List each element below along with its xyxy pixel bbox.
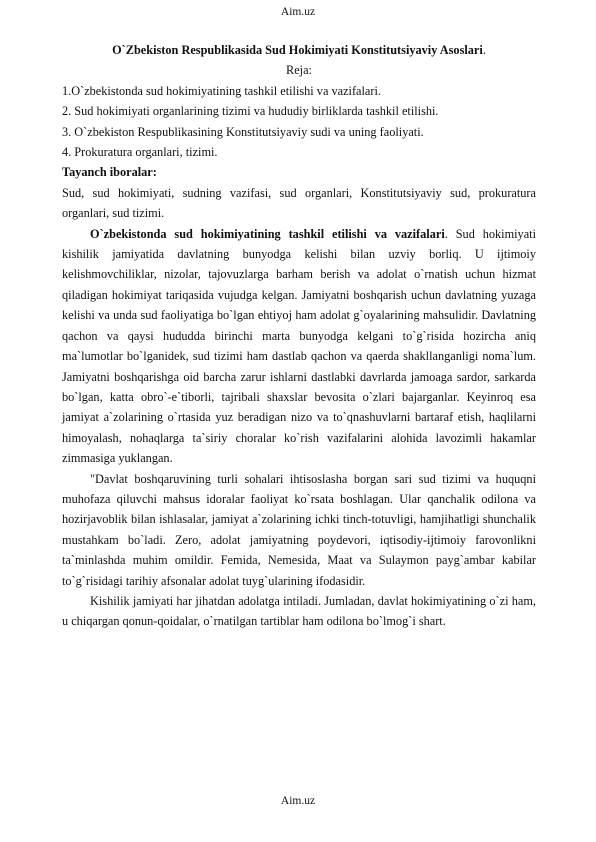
paragraph-2: "Davlat boshqaruvining turli sohalari ihtisoslasha borgan sari sud tizimi va huquqni muhofaza qiluvchi mahsus idoralar faoliyat ko`rsata boshlagan. Ular qanchalik odilona va hozirjavoblik bilan ishlasalar, jamiyat a`zolarining ichki tinch-totuvligi, hamjihatligi shunchalik mustahkam bo`ladi. Zero, adolat jamiyatning poydevori, iqtisodiy-ijtimoiy farovonlikni ta`minlashda muhim omildir. Femida, Nemesida, Maat va Sulaymon payg`ambar kabilar to`g`risidagi tarihiy afsonalar adolat tuyg`ularining ifodasidir. [62,471,536,588]
title-period: . [482,43,486,57]
section1-text: . Sud hokimiyati kishilik jamiyatida davlatning bunyodga kelishi bilan uzviy borliq. U ijtimoiy kelishmovchiliklar, nizolar, tajovuzlarga barham berish va adolat o`rnatish uchun hizmat qiladigan hokimiyat tariqasida vujudga kelgan. Jamiyatni boshqarish uchun davlatning yuzaga kelishi va unda sud faoliyatiga bo`lgan ehtiyoj ham adolat g`oyalarining mahsulidir. Davlatning qachon va qaysi hududda birinchi marta bunyodga kelgani to`g`risida hozircha aniq ma`lumotlar bo`lganidek, sud tizimi ham dastlab qachon va qaerda shakllanganligi noma`lum. Jamiyatni boshqarishga oid barcha zarur ishlarni dastlabki davrlarda jamoaga sardor, sarkarda bo`lgan, katta obro`-e`tiborli, tajribali shaxslar bevosita o`zlari bajarganlar. Keyinroq esa jamiyat a`zolarining o`rtasida yuz beradigan nizo va to`qnashuvlarni bartaraf etish, haqlilarni himoyalash, nohaqlarga ta`siriy choralar ko`rish vazifalarini alohida lavozimli hakamlar zimmasiga yuklangan. [62,226,536,466]
keywords-text: Sud, sud hokimiyati, sudning vazifasi, sud organlari, Konstitutsiyaviy sud, prokuratura organlari, sud tizimi. [62,185,536,221]
page-footer: Aim.uz [280,795,316,807]
plan-heading: Reja: [286,63,312,78]
plan-item: 2. Sud hokimiyati organlarining tizimi va hududiy birliklarda tashkil etilishi. [62,104,439,119]
document-body [62,40,536,632]
plan-item: 3. O`zbekiston Respublikasining Konstitutsiyaviy sudi va uning faoliyati. [62,124,424,139]
plan-item: 1.O`zbekistonda sud hokimiyatining tashkil etilishi va vazifalari. [62,83,381,98]
title-text: O`Zbekiston Respublikasida Sud Hokimiyati Konstitutsiyaviy Asoslari [112,43,483,57]
keywords-label: Tayanch iboralar: [62,165,157,180]
plan-item: 4. Prokuratura organlari, tizimi. [62,145,218,160]
section1-paragraph [62,224,536,469]
page-header: Aim.uz [280,6,316,18]
paragraph-3: Kishilik jamiyati har jihatdan adolatga intiladi. Jumladan, davlat hokimiyatining o`zi ham, u chiqargan qonun-qoidalar, o`rnatilgan tartiblar ham odilona bo`lmog`i shart. [62,593,536,629]
section1-heading: O`zbekistonda sud hokimiyatining tashkil etilishi va vazifalari [90,226,445,241]
document-title [62,40,536,60]
